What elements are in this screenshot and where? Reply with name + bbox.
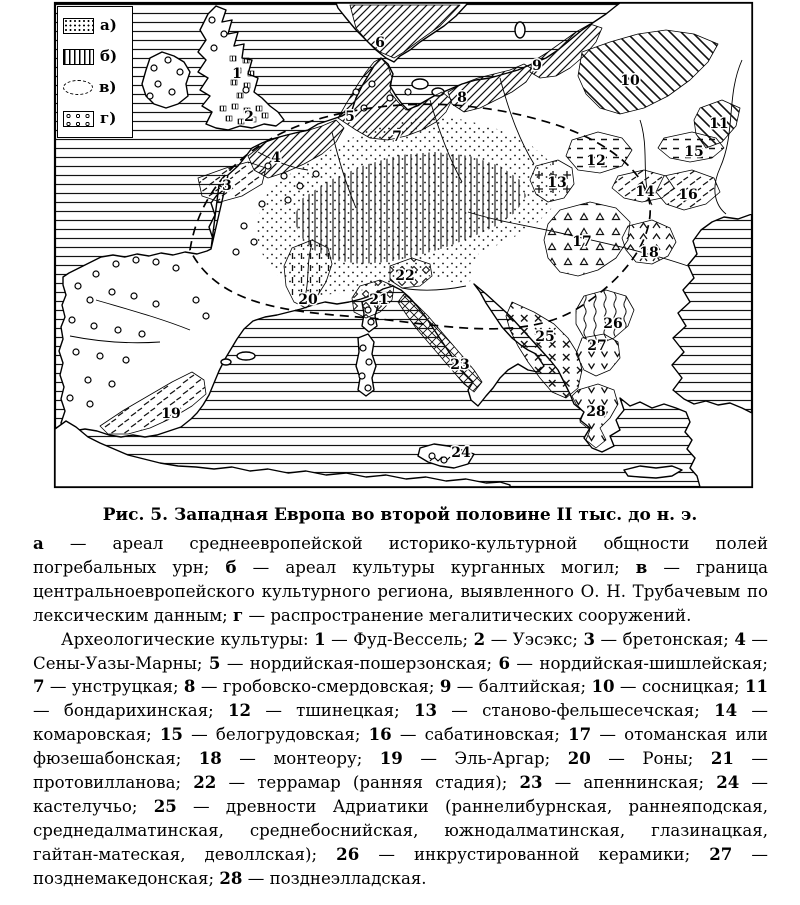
legend-row-g — [63, 106, 127, 131]
legend-label-b: б) — [100, 47, 118, 65]
legend-row-v — [63, 75, 127, 100]
stipple-swatch-icon — [63, 18, 94, 34]
culture-marker-4: 4 — [271, 150, 281, 166]
legend-row-a — [63, 13, 127, 38]
culture-marker-20: 20 — [298, 292, 318, 308]
map-legend-box — [57, 6, 133, 138]
vertical-hatch-swatch-icon — [63, 49, 94, 65]
culture-marker-11: 11 — [709, 116, 729, 132]
culture-marker-16: 16 — [678, 187, 698, 203]
culture-marker-8: 8 — [457, 90, 467, 106]
culture-marker-10: 10 — [620, 73, 640, 89]
circles-swatch-icon — [63, 111, 94, 127]
culture-marker-2: 2 — [244, 109, 254, 125]
culture-marker-25: 25 — [535, 329, 555, 345]
culture-marker-27: 27 — [587, 338, 607, 354]
figure-description — [33, 532, 768, 891]
balearic-isle — [237, 352, 255, 360]
culture-marker-24: 24 — [451, 445, 471, 461]
legend-label-v: в) — [99, 78, 117, 96]
cultures-paragraph: Археологические культуры: 1 — Фуд-Вессель; 2 — Уэсэкс; 3 — бретонская; 4 — Сены-Уазы-Марны; 5 — нордийская-пошерзонская; 6 — нордийская-шишлейская; 7 — унструцкая; 8 — гробовско-смердовская; 9 — балтийская; 10 — сосницкая; 11 — бондарихинская; 12 — тшинецкая; 13 — станово-фельшесечская; 14 — комаровская; 15 — белогрудовская; 16 — сабатиновская; 17 — отоманская или фюзешабонская; 18 — монтеору; 19 — Эль-Аргар; 20 — Роны; 21 — протовилланова; 22 — террамар (ранняя стадия); 23 — апеннинская; 24 — кастелучьо; 25 — древности Адриатики (раннелибурнская, раннеяподская, среднедалматинская, среднебоснийская, южнодалматинская, глазинацкая, гайтан-матеская, деволлская); 26 — инкрустированной керамики; 27 — позднемакедонская; 28 — позднеэлладская. — [33, 628, 769, 888]
culture-marker-12: 12 — [586, 153, 606, 169]
culture-marker-1: 1 — [232, 66, 242, 82]
culture-marker-22: 22 — [395, 268, 415, 284]
baltic-isle — [515, 22, 525, 38]
culture-marker-9: 9 — [532, 58, 542, 74]
legend-row-b — [63, 44, 127, 69]
culture-marker-23: 23 — [450, 357, 470, 373]
legend-label-a: а) — [100, 16, 117, 34]
figure-caption: Рис. 5. Западная Европа во второй половине II тыс. до н. э. — [102, 505, 698, 525]
balearic-isle — [221, 359, 231, 365]
culture-marker-17: 17 — [572, 234, 592, 250]
culture-marker-6: 6 — [375, 35, 385, 51]
culture-marker-21: 21 — [369, 292, 389, 308]
culture-marker-14: 14 — [635, 184, 655, 200]
legend-label-g: г) — [100, 109, 117, 127]
culture-marker-7: 7 — [392, 129, 402, 145]
culture-marker-3: 3 — [222, 178, 232, 194]
dashed-ellipse-icon — [63, 80, 93, 95]
culture-marker-19: 19 — [161, 406, 181, 422]
culture-marker-18: 18 — [639, 245, 659, 261]
culture-marker-26: 26 — [603, 316, 623, 332]
culture-marker-5: 5 — [345, 109, 355, 125]
map-legend-paragraph: а — ареал среднеевропейской историко-культурной общности полей погребальных урн; б — ареал культуры курганных могил; в — граница центральноевропейского культурного региона, выявленного О. Н. Трубачевым по лексическим данным; г — распространение мегалитических сооружений. — [33, 533, 768, 625]
culture-marker-15: 15 — [684, 144, 704, 160]
culture-marker-13: 13 — [547, 175, 567, 191]
danish-isle — [412, 79, 428, 89]
culture-marker-28: 28 — [586, 404, 606, 420]
